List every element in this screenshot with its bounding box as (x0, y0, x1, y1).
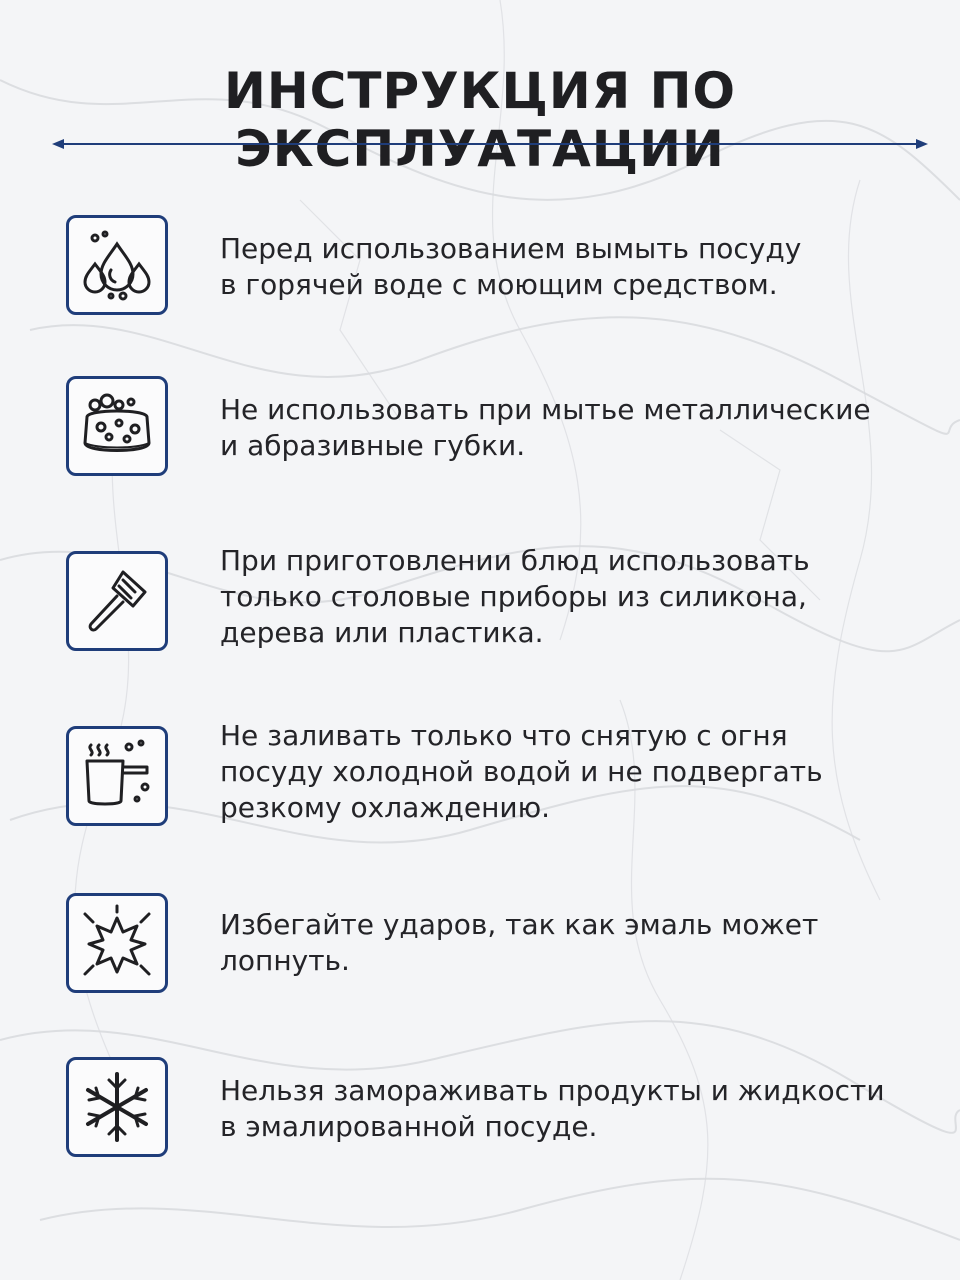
instruction-text: При приготовлении блюд использовать только столовые приборы из силикона, дерева или пластика. (220, 544, 810, 649)
instruction-text: Не использовать при мытье металлические и абразивные губки. (220, 393, 871, 462)
instruction-text: Не заливать только что снятую с огня посуду холодной водой и не подвергать резкому охлаждению. (220, 719, 823, 824)
water-drops-icon (77, 226, 157, 304)
impact-burst-icon (77, 904, 157, 982)
icon-frame (66, 215, 168, 315)
spatula-icon (77, 562, 157, 640)
icon-frame (66, 726, 168, 826)
icon-frame (66, 893, 168, 993)
instruction-text: Перед использованием вымыть посуду в горячей воде с моющим средством. (220, 232, 802, 301)
page-title: ИНСТРУКЦИЯ ПО ЭКСПЛУАТАЦИИ (223, 62, 737, 178)
title-underline (52, 132, 928, 156)
icon-frame (66, 1057, 168, 1157)
instruction-text: Избегайте ударов, так как эмаль может лопнуть. (220, 908, 819, 977)
icon-frame (66, 376, 168, 476)
sponge-icon (77, 387, 157, 465)
snowflake-icon (77, 1068, 157, 1146)
instruction-text: Нельзя замораживать продукты и жидкости в эмалированной посуде. (220, 1074, 885, 1143)
icon-frame (66, 551, 168, 651)
hot-pot-icon (77, 737, 157, 815)
